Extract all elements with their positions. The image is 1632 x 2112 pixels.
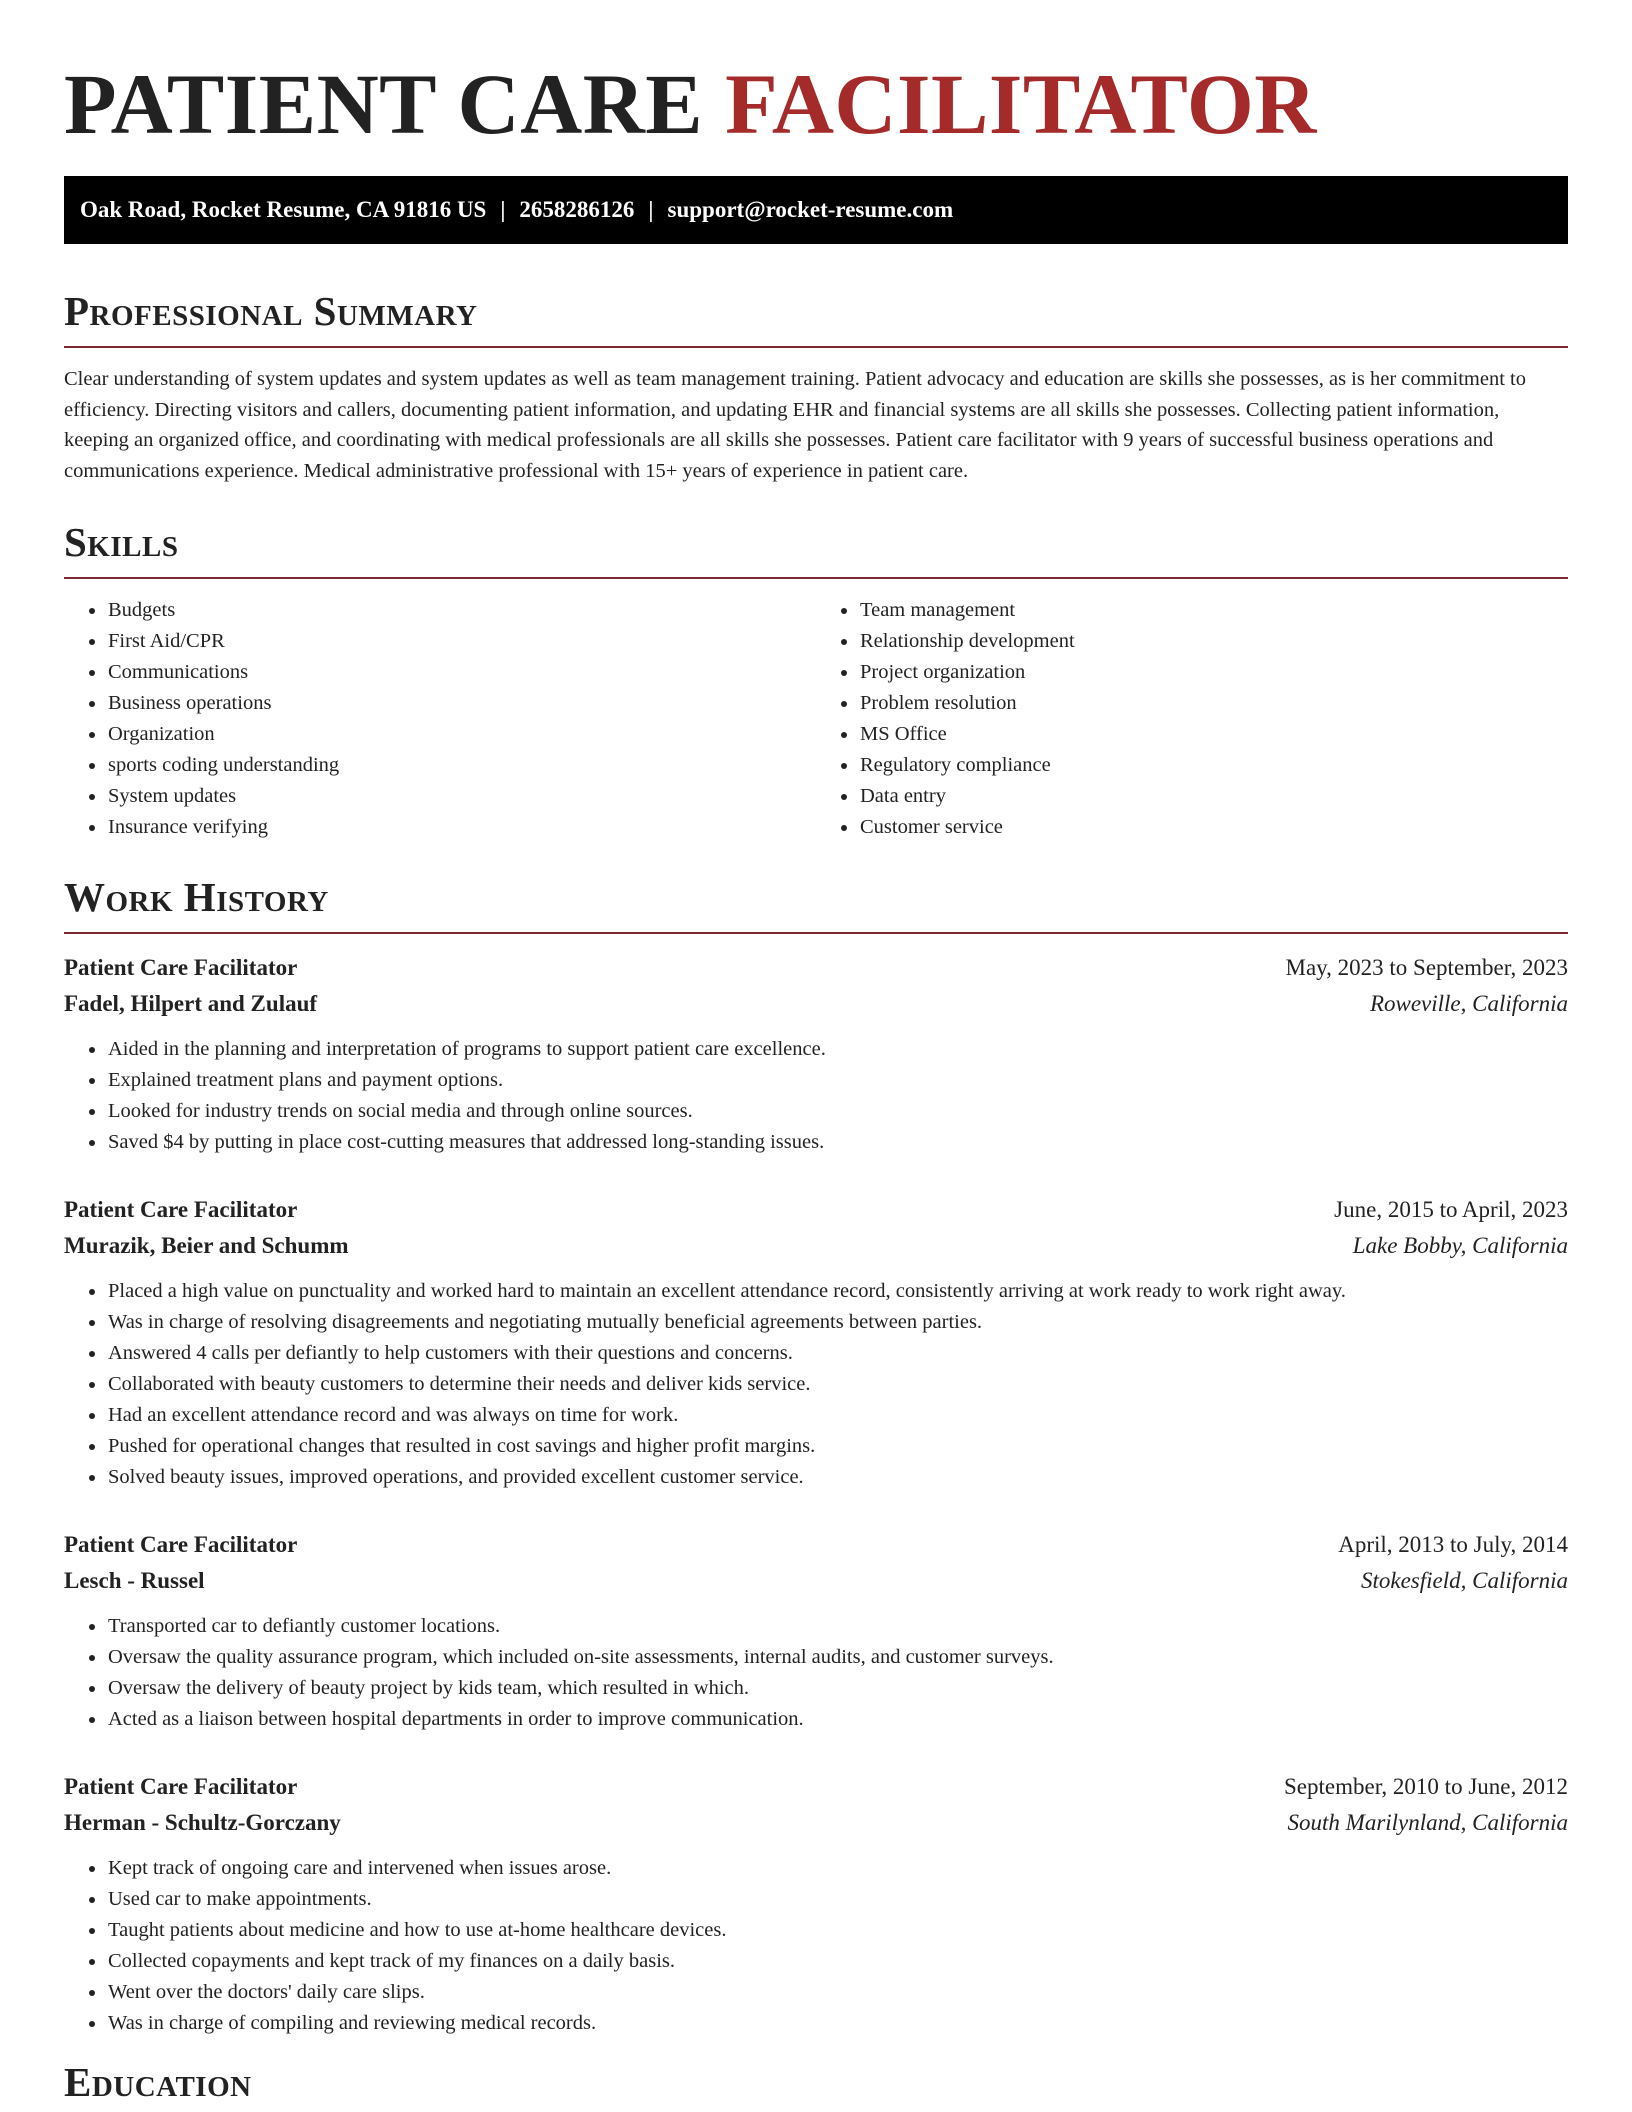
job-header-row bbox=[64, 950, 1568, 986]
job-location: Lake Bobby, California bbox=[1352, 1233, 1568, 1258]
job-bullet: • Answered 4 calls per defiantly to help customers with their questions and concerns. bbox=[107, 1338, 1568, 1369]
job-header-row bbox=[64, 1527, 1568, 1563]
job-subheader-row bbox=[64, 1563, 1568, 1599]
skill-item: • First Aid/CPR bbox=[107, 626, 816, 657]
skill-item: • Communications bbox=[107, 657, 816, 688]
resume-title bbox=[64, 0, 1568, 176]
job-title: Patient Care Facilitator bbox=[64, 1532, 298, 1557]
job-bullet: • Used car to make appointments. bbox=[107, 1884, 1568, 1915]
job-bullet: • Had an excellent attendance record and was always on time for work. bbox=[107, 1400, 1568, 1431]
job-bullet: • Aided in the planning and interpretation of programs to support patient care excellence. bbox=[107, 1034, 1568, 1065]
skill-item: • Team management bbox=[859, 595, 1568, 626]
job-dates: May, 2023 to September, 2023 bbox=[1285, 955, 1568, 980]
skill-item: • System updates bbox=[107, 781, 816, 812]
job-bullet: • Saved $4 by putting in place cost-cutting measures that addressed long-standing issues. bbox=[107, 1127, 1568, 1158]
job-subheader-row bbox=[64, 986, 1568, 1022]
job-bullet: • Placed a high value on punctuality and worked hard to maintain an excellent attendance record, consistently arriving at work ready to work right away. bbox=[107, 1276, 1568, 1307]
job-header-row bbox=[64, 1769, 1568, 1805]
section-divider bbox=[64, 346, 1568, 348]
skill-item: • Insurance verifying bbox=[107, 812, 816, 843]
job-bullets bbox=[64, 1276, 1568, 1493]
job-company: Fadel, Hilpert and Zulauf bbox=[64, 991, 318, 1016]
skill-item: • Data entry bbox=[859, 781, 1568, 812]
job-title: Patient Care Facilitator bbox=[64, 1197, 298, 1222]
job-location: Stokesfield, California bbox=[1361, 1568, 1568, 1593]
job-bullets bbox=[64, 1034, 1568, 1158]
contact-separator: | bbox=[648, 197, 654, 222]
job-dates: April, 2013 to July, 2014 bbox=[1338, 1532, 1568, 1557]
summary-text: Clear understanding of system updates and system updates as well as team management training. Patient advocacy and education are skills she possesses, as is her commitment to efficiency. Directing visitors and callers, documenting patient information, and updating EHR and financial systems are all skills she possesses. Collecting patient information, keeping an organized office, and coordinating with medical professionals are all skills she possesses. Patient care facilitator with 9 years of successful business operations and communications experience. Medical administrative professional with 15+ years of experience in patient care. bbox=[64, 368, 1526, 482]
job-bullet: • Looked for industry trends on social media and through online sources. bbox=[107, 1096, 1568, 1127]
job-bullet: • Transported car to defiantly customer locations. bbox=[107, 1611, 1568, 1642]
education-heading: Education bbox=[64, 2059, 252, 2105]
work-history-list bbox=[64, 950, 1568, 2039]
job-company: Murazik, Beier and Schumm bbox=[64, 1233, 349, 1258]
summary-heading: Professional Summary bbox=[64, 288, 478, 334]
skill-item: • Relationship development bbox=[859, 626, 1568, 657]
job-bullet: • Acted as a liaison between hospital departments in order to improve communication. bbox=[107, 1704, 1568, 1735]
skills-list-right bbox=[816, 595, 1568, 843]
job-bullet: • Oversaw the delivery of beauty project by kids team, which resulted in which. bbox=[107, 1673, 1568, 1704]
job-entry bbox=[64, 1192, 1568, 1493]
skill-item: • Budgets bbox=[107, 595, 816, 626]
job-entry bbox=[64, 950, 1568, 1158]
skill-item: • Problem resolution bbox=[859, 688, 1568, 719]
job-bullet: • Oversaw the quality assurance program, which included on-site assessments, internal audits, and customer surveys. bbox=[107, 1642, 1568, 1673]
skills-heading: Skills bbox=[64, 519, 179, 565]
skill-item: • sports coding understanding bbox=[107, 750, 816, 781]
job-location: Roweville, California bbox=[1369, 991, 1568, 1016]
skill-item: • Organization bbox=[107, 719, 816, 750]
job-bullet: • Explained treatment plans and payment options. bbox=[107, 1065, 1568, 1096]
job-title: Patient Care Facilitator bbox=[64, 1774, 298, 1799]
job-bullet: • Went over the doctors' daily care slips. bbox=[107, 1977, 1568, 2008]
title-accent: FACILITATOR bbox=[725, 56, 1317, 152]
contact-address: Oak Road, Rocket Resume, CA 91816 US bbox=[80, 197, 487, 222]
job-company: Herman - Schultz-Gorczany bbox=[64, 1810, 341, 1835]
job-bullet: • Kept track of ongoing care and intervened when issues arose. bbox=[107, 1853, 1568, 1884]
job-company: Lesch - Russel bbox=[64, 1568, 205, 1593]
section-divider bbox=[64, 932, 1568, 934]
skill-item: • MS Office bbox=[859, 719, 1568, 750]
work-history-heading: Work History bbox=[64, 874, 329, 920]
skill-item: • Project organization bbox=[859, 657, 1568, 688]
skill-item: • Business operations bbox=[107, 688, 816, 719]
job-bullet: • Collaborated with beauty customers to determine their needs and deliver kids service. bbox=[107, 1369, 1568, 1400]
job-dates: June, 2015 to April, 2023 bbox=[1334, 1197, 1568, 1222]
job-bullet: • Was in charge of compiling and reviewing medical records. bbox=[107, 2008, 1568, 2039]
job-bullets bbox=[64, 1611, 1568, 1735]
job-bullet: • Was in charge of resolving disagreements and negotiating mutually beneficial agreements between parties. bbox=[107, 1307, 1568, 1338]
job-bullet: • Pushed for operational changes that resulted in cost savings and higher profit margins. bbox=[107, 1431, 1568, 1462]
contact-bar bbox=[64, 176, 1568, 244]
job-subheader-row bbox=[64, 1805, 1568, 1841]
job-bullets bbox=[64, 1853, 1568, 2039]
section-divider bbox=[64, 577, 1568, 579]
skill-item: • Customer service bbox=[859, 812, 1568, 843]
job-subheader-row bbox=[64, 1228, 1568, 1264]
job-header-row bbox=[64, 1192, 1568, 1228]
contact-email[interactable]: support@rocket-resume.com bbox=[667, 197, 954, 222]
skills-columns bbox=[64, 595, 1568, 843]
job-bullet: • Collected copayments and kept track of my finances on a daily basis. bbox=[107, 1946, 1568, 1977]
skills-list-left bbox=[64, 595, 816, 843]
job-entry bbox=[64, 1769, 1568, 2039]
contact-separator: | bbox=[500, 197, 506, 222]
job-bullet: • Solved beauty issues, improved operations, and provided excellent customer service. bbox=[107, 1462, 1568, 1493]
job-dates: September, 2010 to June, 2012 bbox=[1284, 1774, 1568, 1799]
job-bullet: • Taught patients about medicine and how to use at-home healthcare devices. bbox=[107, 1915, 1568, 1946]
title-main: PATIENT CARE bbox=[64, 56, 704, 152]
contact-phone: 2658286126 bbox=[519, 197, 635, 222]
job-location: South Marilynland, California bbox=[1287, 1810, 1568, 1835]
job-entry bbox=[64, 1527, 1568, 1735]
skill-item: • Regulatory compliance bbox=[859, 750, 1568, 781]
job-title: Patient Care Facilitator bbox=[64, 955, 298, 980]
